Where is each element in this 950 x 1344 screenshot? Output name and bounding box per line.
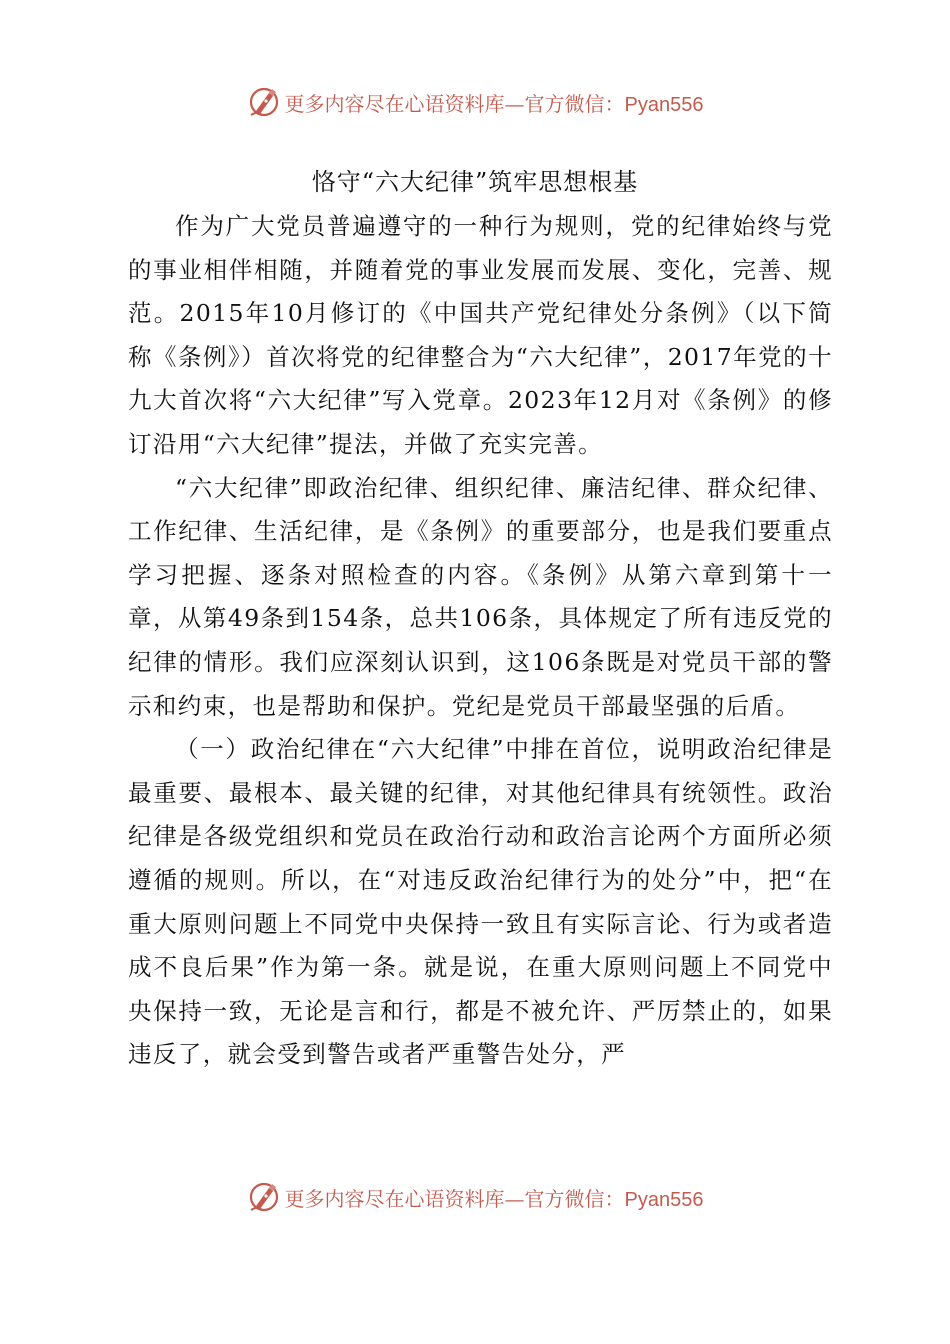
watermark-banner-top: [0, 80, 950, 124]
watermark-handle: Pyan556: [624, 1188, 704, 1211]
document-title: 恪守“六大纪律”筑牢思想根基: [311, 168, 639, 196]
watermark-label: 更多内容尽在心语资料库—官方微信：: [284, 1186, 625, 1211]
fountain-pen-logo-icon: [247, 84, 283, 120]
watermark-handle: Pyan556: [624, 93, 704, 116]
watermark-text: [285, 88, 704, 117]
paragraph: “六大纪律”即政治纪律、组织纪律、廉洁纪律、群众纪律、工作纪律、生活纪律，是《条例》的重要部分，也是我们要重点学习把握、逐条对照检查的内容。《条例》从第六章到第十一章，从第49条到154条，总共106条，具体规定了所有违反党的纪律的情形。我们应深刻认识到，这106条既是对党员干部的警示和约束，也是帮助和保护。党纪是党员干部最坚强的后盾。: [128, 473, 833, 720]
watermark-text: [285, 1183, 704, 1212]
paragraph: 作为广大党员普遍遵守的一种行为规则，党的纪律始终与党的事业相伴相随，并随着党的事业发展而发展、变化，完善、规范。2015年10月修订的《中国共产党纪律处分条例》（以下简称《条例》）首次将党的纪律整合为“六大纪律”，2017年党的十九大首次将“六大纪律”写入党章。2023年12月对《条例》的修订沿用“六大纪律”提法，并做了充实完善。: [128, 212, 833, 458]
watermark-banner-bottom: [0, 1175, 950, 1219]
fountain-pen-logo-icon: [247, 1179, 283, 1215]
document-body: [128, 205, 833, 1077]
paragraph: （一）政治纪律在“六大纪律”中排在首位，说明政治纪律是最重要、最根本、最关键的纪律，对其他纪律具有统领性。政治纪律是各级党组织和党员在政治行动和政治言论两个方面所必须遵循的规则。所以，在“对违反政治纪律行为的处分”中，把“在重大原则问题上不同党中央保持一致且有实际言论、行为或者造成不良后果”作为第一条。就是说，在重大原则问题上不同党中央保持一致，无论是言和行，都是不被允许、严厉禁止的，如果违反了，就会受到警告或者严重警告处分，严: [128, 735, 833, 1069]
watermark-label: 更多内容尽在心语资料库—官方微信：: [284, 91, 625, 116]
